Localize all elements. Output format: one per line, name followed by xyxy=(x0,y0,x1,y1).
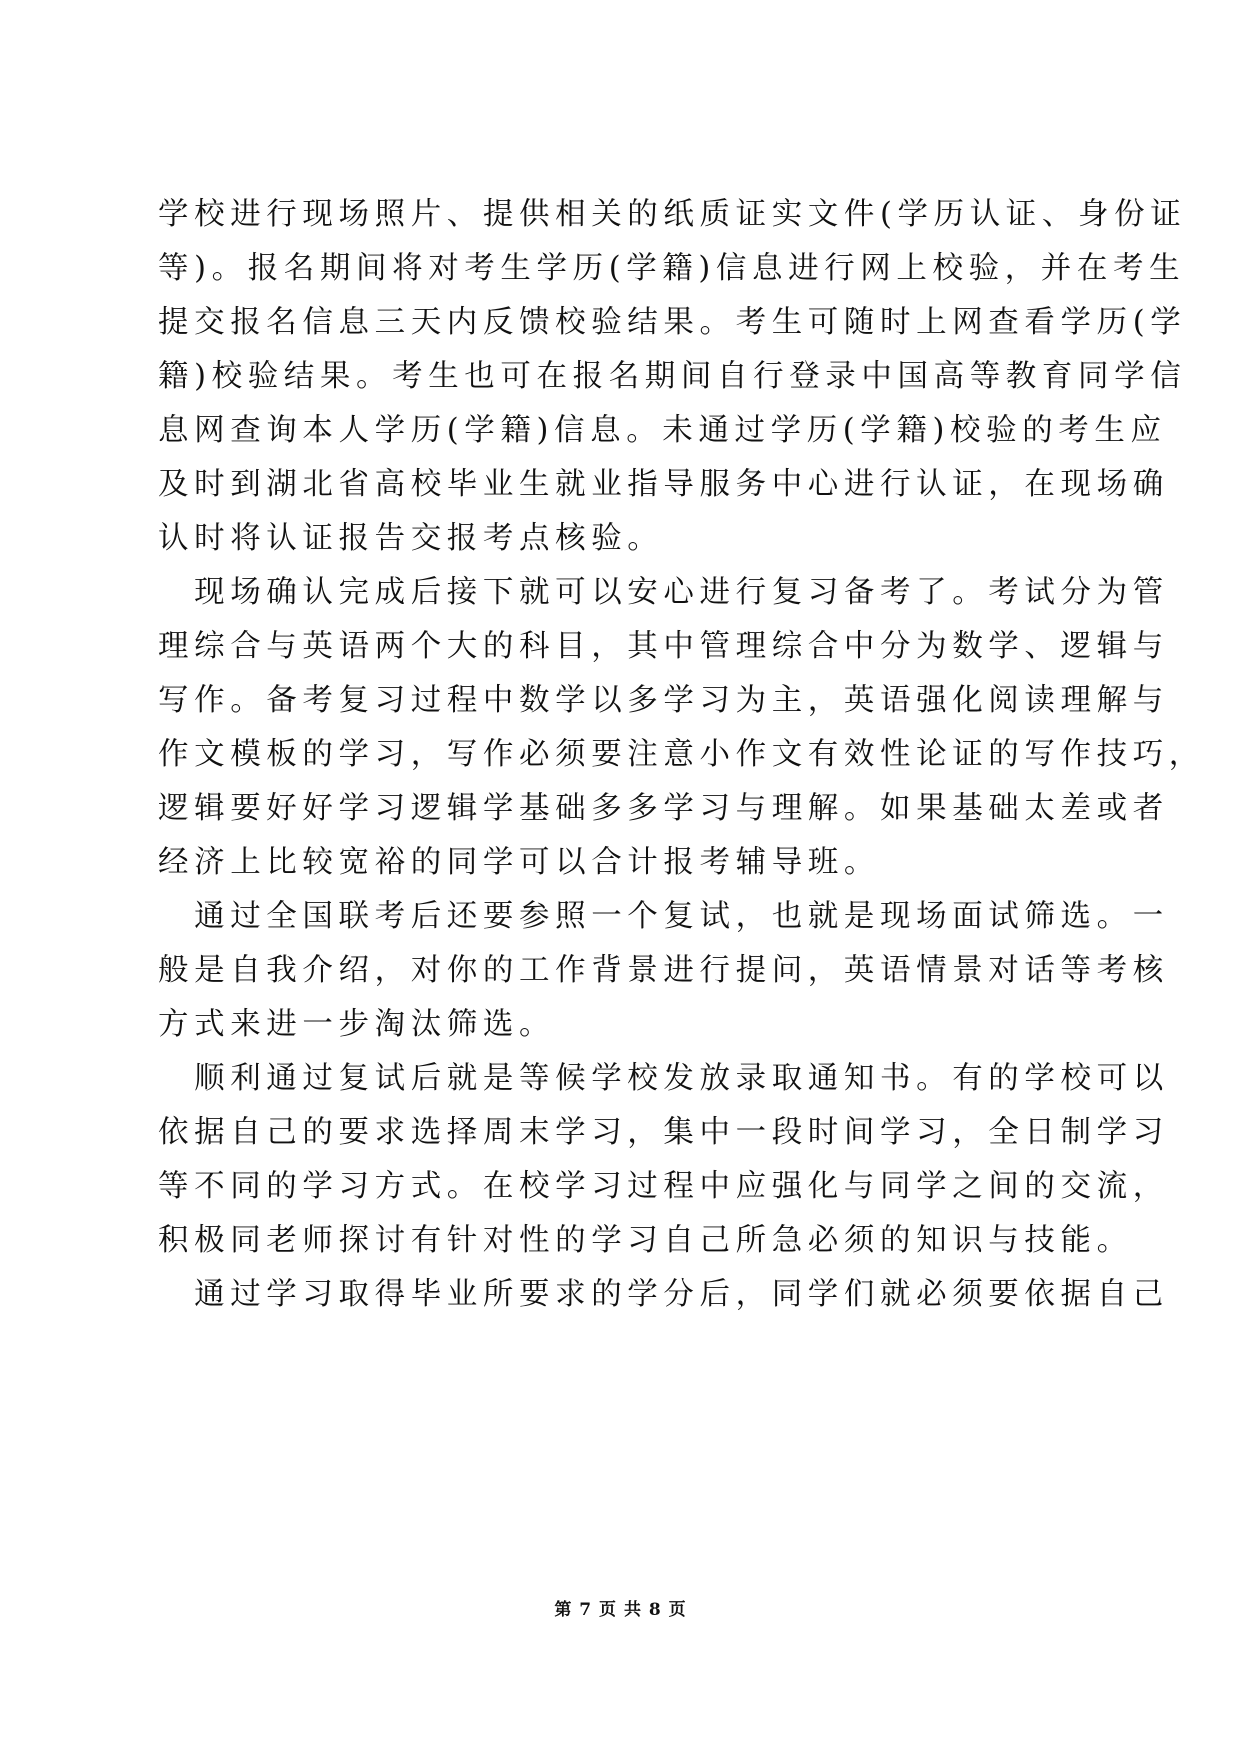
text-line: 积极同老师探讨有针对性的学习自己所急必须的知识与技能。 xyxy=(158,1223,1133,1258)
text-line: 经济上比较宽裕的同学可以合计报考辅导班。 xyxy=(158,845,880,880)
text-line: 逻辑要好好学习逻辑学基础多多学习与理解。如果基础太差或者 xyxy=(158,791,1169,826)
text-line: 现场确认完成后接下就可以安心进行复习备考了。考试分为管 xyxy=(158,575,1169,610)
text-line: 通过学习取得毕业所要求的学分后，同学们就必须要依据自己 xyxy=(158,1277,1169,1312)
page-number-footer: 第 7 页 共 8 页 xyxy=(554,1600,687,1620)
text-line: 通过全国联考后还要参照一个复试，也就是现场面试筛选。一 xyxy=(158,899,1169,934)
text-line: 作文模板的学习，写作必须要注意小作文有效性论证的写作技巧， xyxy=(158,737,1205,772)
text-line: 方式来进一步淘汰筛选。 xyxy=(158,1007,556,1042)
text-line: 认时将认证报告交报考点核验。 xyxy=(158,521,664,556)
document-body xyxy=(158,188,1205,1322)
text-line: 等不同的学习方式。在校学习过程中应强化与同学之间的交流， xyxy=(158,1169,1169,1204)
text-line: 理综合与英语两个大的科目，其中管理综合中分为数学、逻辑与 xyxy=(158,629,1169,664)
text-line: 般是自我介绍，对你的工作背景进行提问，英语情景对话等考核 xyxy=(158,953,1169,988)
text-line: 息网查询本人学历(学籍)信息。未通过学历(学籍)校验的考生应 xyxy=(158,413,1167,448)
text-line: 籍)校验结果。考生也可在报名期间自行登录中国高等教育同学信 xyxy=(158,359,1187,394)
text-line: 顺利通过复试后就是等候学校发放录取通知书。有的学校可以 xyxy=(158,1061,1169,1096)
text-line: 学校进行现场照片、提供相关的纸质证实文件(学历认证、身份证 xyxy=(158,197,1187,232)
text-line: 等)。报名期间将对考生学历(学籍)信息进行网上校验，并在考生 xyxy=(158,251,1186,286)
text-line: 提交报名信息三天内反馈校验结果。考生可随时上网查看学历(学 xyxy=(158,305,1187,340)
text-line: 依据自己的要求选择周末学习，集中一段时间学习，全日制学习 xyxy=(158,1115,1169,1150)
text-line: 及时到湖北省高校毕业生就业指导服务中心进行认证，在现场确 xyxy=(158,467,1169,502)
text-line: 写作。备考复习过程中数学以多学习为主，英语强化阅读理解与 xyxy=(158,683,1169,718)
